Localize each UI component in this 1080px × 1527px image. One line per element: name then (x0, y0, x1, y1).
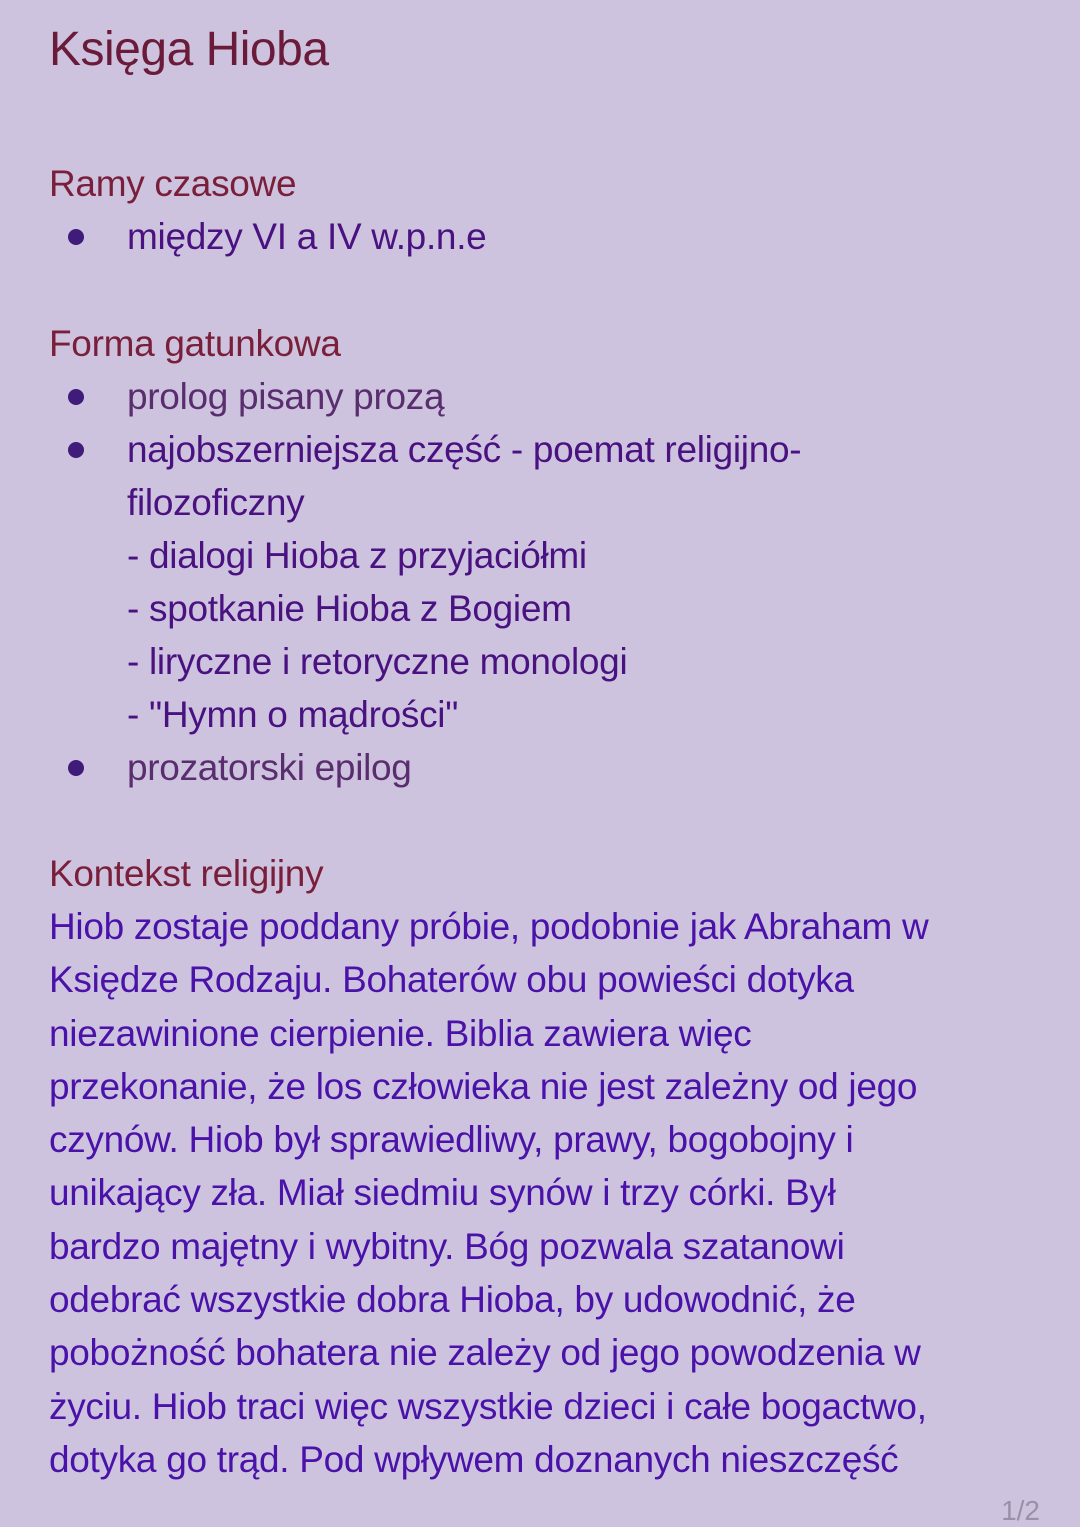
list-item (49, 741, 1059, 794)
bullet-icon (68, 442, 84, 458)
paragraph-line: Hiob zostaje poddany próbie, podobnie jak Abraham w (49, 906, 929, 947)
page-number: 1/2 (1001, 1495, 1040, 1526)
list-item (49, 210, 1059, 263)
bullet-icon (68, 229, 84, 245)
list-item-text-continued: filozoficzny (127, 482, 305, 523)
paragraph-line: pobożność bohatera nie zależy od jego powodzenia w (49, 1332, 921, 1374)
paragraph-line: unikający zła. Miał siedmiu synów i trzy córki. Był (49, 1172, 836, 1214)
sub-item: - dialogi Hioba z przyjaciółmi (127, 535, 587, 576)
paragraph (49, 900, 1059, 1486)
section-ramy-czasowe (49, 157, 1059, 263)
list-item-text: prozatorski epilog (127, 747, 412, 788)
section-heading: Forma gatunkowa (49, 323, 341, 364)
sub-item: - liryczne i retoryczne monologi (127, 641, 628, 682)
paragraph-line: przekonanie, że los człowieka nie jest zależny od jego (49, 1065, 918, 1107)
section-heading: Kontekst religijny (49, 853, 324, 894)
bullet-icon (68, 389, 84, 405)
list-item-text: najobszerniejsza część - poemat religijno- (127, 429, 802, 470)
list-item-text: prolog pisany prozą (127, 376, 445, 417)
paragraph-line: Księdze Rodzaju. Bohaterów obu powieści dotyka (49, 959, 854, 1001)
paragraph-line: odebrać wszystkie dobra Hioba, by udowodnić, że (49, 1279, 856, 1321)
bullet-icon (68, 760, 84, 776)
bullet-list (49, 370, 1059, 794)
paragraph-line: bardzo majętny i wybitny. Bóg pozwala szatanowi (49, 1225, 845, 1267)
paragraph-line: niezawinione cierpienie. Biblia zawiera więc (49, 1012, 752, 1054)
list-item (49, 423, 1059, 741)
list-item (49, 370, 1059, 423)
paragraph-line: czynów. Hiob był sprawiedliwy, prawy, bogobojny i (49, 1119, 854, 1161)
bullet-list (49, 210, 1059, 263)
section-heading: Ramy czasowe (49, 163, 297, 204)
sub-item: - "Hymn o mądrości" (127, 694, 459, 735)
list-item-text: między VI a IV w.p.n.e (127, 216, 487, 257)
paragraph-line: życiu. Hiob traci więc wszystkie dzieci i całe bogactwo, (49, 1385, 927, 1427)
paragraph-line: dotyka go trąd. Pod wpływem doznanych nieszczęść (49, 1438, 899, 1480)
section-kontekst-religijny (49, 847, 1059, 1486)
section-forma-gatunkowa (49, 317, 1059, 794)
page-title: Księga Hioba (49, 23, 329, 76)
sub-item: - spotkanie Hioba z Bogiem (127, 588, 572, 629)
